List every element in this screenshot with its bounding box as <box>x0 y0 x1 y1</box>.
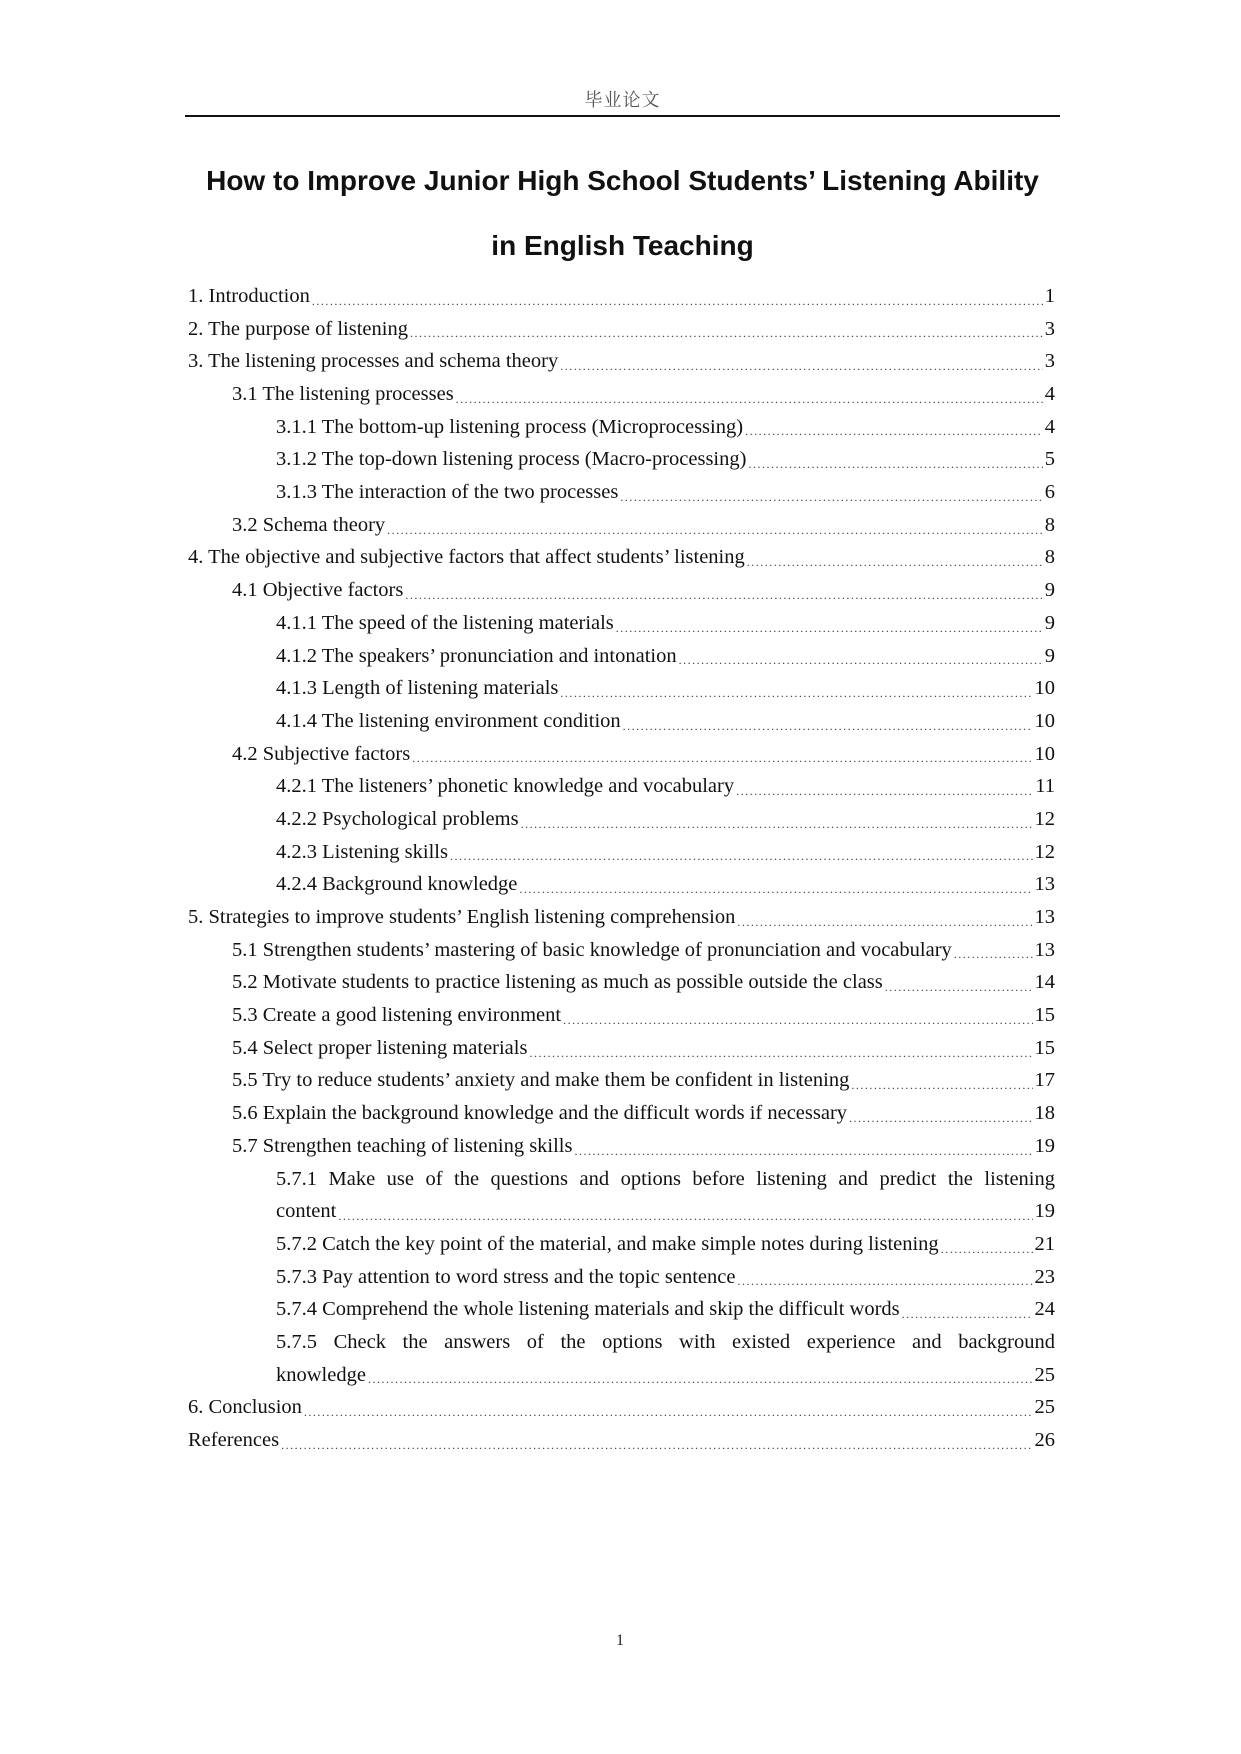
toc-entry-page: 5 <box>1044 448 1055 471</box>
toc-entry-title: 2. The purpose of listening <box>188 317 408 340</box>
toc-entry-title: knowledge <box>276 1363 366 1386</box>
toc-dot-leader <box>529 1041 1032 1065</box>
toc-entry[interactable] <box>188 966 1055 999</box>
toc-dot-leader <box>456 387 1043 411</box>
toc-entry-page: 21 <box>1034 1232 1055 1255</box>
toc-entry-title: 3. The listening processes and schema theory <box>188 350 559 373</box>
toc-entry-page: 19 <box>1034 1134 1055 1157</box>
toc-entry-title: 4.2.2 Psychological problems <box>276 807 519 830</box>
toc-entry-page: 23 <box>1034 1265 1055 1288</box>
toc-dot-leader <box>748 452 1042 476</box>
toc-dot-leader <box>281 1433 1032 1457</box>
toc-entry-title: 4.1.3 Length of listening materials <box>276 677 559 700</box>
toc-entry-page: 8 <box>1044 513 1055 536</box>
toc-entry[interactable] <box>188 1032 1055 1065</box>
toc-entry-title: 5.7.4 Comprehend the whole listening materials and skip the difficult words <box>276 1298 900 1321</box>
toc-entry[interactable] <box>188 640 1055 673</box>
toc-entry-wrapped[interactable] <box>188 1163 1055 1228</box>
toc-wrapped-entry <box>188 1163 1055 1228</box>
toc-entry[interactable] <box>188 738 1055 771</box>
toc-entry-page: 10 <box>1034 709 1055 732</box>
toc-entry-page: 12 <box>1034 807 1055 830</box>
toc-dot-leader <box>851 1073 1032 1097</box>
toc-entry-title: 4. The objective and subjective factors that affect students’ listening <box>188 546 745 569</box>
toc-entry-title: 4.1.2 The speakers’ pronunciation and intonation <box>276 644 677 667</box>
toc-dot-leader <box>679 648 1043 672</box>
toc-entry-title: 5.6 Explain the background knowledge and the difficult words if necessary <box>232 1102 848 1125</box>
toc-entry[interactable] <box>188 934 1055 967</box>
toc-entry[interactable] <box>188 411 1055 444</box>
toc-entry-page: 6 <box>1044 481 1055 504</box>
toc-entry-page: 9 <box>1044 644 1055 667</box>
toc-entry-page: 12 <box>1034 840 1055 863</box>
toc-entry-title: 4.2 Subjective factors <box>232 742 411 765</box>
toc-entry-page: 11 <box>1035 775 1055 798</box>
toc-entry[interactable] <box>188 1097 1055 1130</box>
toc-entry-page: 13 <box>1034 906 1055 929</box>
toc-entry[interactable] <box>188 1391 1055 1424</box>
toc-entry[interactable] <box>188 770 1055 803</box>
toc-entry[interactable] <box>188 1130 1055 1163</box>
toc-entry-title: 4.2.3 Listening skills <box>276 840 448 863</box>
toc-entry-title-line-1: 5.7.1 Make use of the questions and options before listening and predict the listening <box>276 1167 1055 1190</box>
toc-entry[interactable] <box>188 1293 1055 1326</box>
toc-entry[interactable] <box>188 705 1055 738</box>
toc-entry[interactable] <box>188 1424 1055 1457</box>
toc-dot-leader <box>574 1139 1032 1163</box>
toc-dot-leader <box>560 681 1032 705</box>
toc-entry[interactable] <box>188 901 1055 934</box>
toc-dot-leader <box>954 942 1033 966</box>
toc-entry[interactable] <box>188 803 1055 836</box>
toc-entries-after <box>188 1228 1055 1326</box>
toc-entry-page: 25 <box>1034 1396 1055 1419</box>
toc-entry[interactable] <box>188 1065 1055 1098</box>
toc-dot-leader <box>563 1008 1032 1032</box>
document-title-line-1: How to Improve Junior High School Students’ Listening Ability <box>206 165 1039 196</box>
toc-entry[interactable] <box>188 607 1055 640</box>
toc-entry-title: 6. Conclusion <box>188 1396 302 1419</box>
toc-entry-title: 5.7 Strengthen teaching of listening skills <box>232 1134 573 1157</box>
toc-entry-continuation <box>276 1195 1055 1228</box>
toc-dot-leader <box>885 975 1033 999</box>
toc-entry-page: 24 <box>1034 1298 1055 1321</box>
toc-entry-title: 3.1.1 The bottom-up listening process (Microprocessing) <box>276 415 744 438</box>
toc-entry-page: 3 <box>1044 350 1055 373</box>
toc-dot-leader <box>521 812 1033 836</box>
toc-dot-leader <box>304 1400 1033 1424</box>
toc-entry-page: 13 <box>1034 873 1055 896</box>
toc-entry-page: 19 <box>1034 1200 1055 1223</box>
toc-entry-title: 4.1 Objective factors <box>232 579 404 602</box>
toc-dot-leader <box>616 616 1043 640</box>
toc-entry-page: 15 <box>1034 1004 1055 1027</box>
toc-dot-leader <box>519 877 1032 901</box>
toc-dot-leader <box>338 1204 1032 1228</box>
toc-entry-title: 3.1.2 The top-down listening process (Macro-processing) <box>276 448 747 471</box>
toc-entry-title: 5.7.3 Pay attention to word stress and the topic sentence <box>276 1265 736 1288</box>
toc-entry-page: 13 <box>1034 938 1055 961</box>
toc-entry-continuation <box>276 1359 1055 1392</box>
toc-entry[interactable] <box>188 868 1055 901</box>
toc-entry-title: 5.1 Strengthen students’ mastering of basic knowledge of pronunciation and vocabulary <box>232 938 952 961</box>
toc-entry[interactable] <box>188 999 1055 1032</box>
running-header: 毕业论文 <box>584 90 661 111</box>
toc-entry[interactable] <box>188 378 1055 411</box>
toc-dot-leader <box>387 518 1043 542</box>
toc-dot-leader <box>450 844 1033 868</box>
document-title-line-2: in English Teaching <box>491 230 754 261</box>
toc-entry-page: 15 <box>1034 1036 1055 1059</box>
toc-entry-page: 26 <box>1034 1429 1055 1452</box>
toc-entry-page: 10 <box>1034 742 1055 765</box>
toc-entry-title: 5.2 Motivate students to practice listening as much as possible outside the class <box>232 971 883 994</box>
toc-entry-title: 5. Strategies to improve students’ English listening comprehension <box>188 906 736 929</box>
toc-entry-title: 4.2.4 Background knowledge <box>276 873 518 896</box>
toc-entry-page: 9 <box>1044 579 1055 602</box>
toc-entry-page: 17 <box>1034 1069 1055 1092</box>
toc-main-entries <box>188 280 1055 1163</box>
toc-final-entries <box>188 1391 1055 1456</box>
toc-entry-page: 4 <box>1044 415 1055 438</box>
toc-entry[interactable] <box>188 476 1055 509</box>
toc-dot-leader <box>368 1367 1033 1391</box>
toc-entry-page: 25 <box>1034 1363 1055 1386</box>
toc-entry-title: content <box>276 1200 337 1223</box>
toc-dot-leader <box>736 779 1033 803</box>
toc-dot-leader <box>620 485 1042 509</box>
toc-entry-title: 3.1.3 The interaction of the two processes <box>276 481 619 504</box>
toc-entry[interactable] <box>188 313 1055 346</box>
page-number: 1 <box>616 1632 624 1649</box>
toc-entry-title: 5.5 Try to reduce students’ anxiety and make them be confident in listening <box>232 1069 850 1092</box>
toc-entry-title: 5.3 Create a good listening environment <box>232 1004 562 1027</box>
toc-dot-leader <box>412 746 1032 770</box>
toc-entry[interactable] <box>188 1228 1055 1261</box>
toc-dot-leader <box>737 1269 1032 1293</box>
toc-dot-leader <box>410 321 1043 345</box>
toc-entry[interactable] <box>188 672 1055 705</box>
toc-entry-title: 5.7.2 Catch the key point of the material, and make simple notes during listening <box>276 1232 939 1255</box>
toc-dot-leader <box>405 583 1042 607</box>
toc-dot-leader <box>745 419 1043 443</box>
toc-dot-leader <box>902 1302 1033 1326</box>
toc-entry-page: 4 <box>1044 383 1055 406</box>
toc-entry-title: 1. Introduction <box>188 284 310 307</box>
toc-wrapped-entry-2 <box>188 1326 1055 1391</box>
toc-dot-leader <box>747 550 1043 574</box>
toc-entry-title: 4.1.4 The listening environment condition <box>276 709 621 732</box>
toc-entry[interactable] <box>188 542 1055 575</box>
toc-entry-page: 14 <box>1034 971 1055 994</box>
toc-dot-leader <box>623 714 1033 738</box>
toc-dot-leader <box>941 1237 1033 1261</box>
toc-entry[interactable] <box>188 443 1055 476</box>
toc-entry[interactable] <box>188 509 1055 542</box>
toc-entry[interactable] <box>188 1261 1055 1294</box>
toc-entry-wrapped[interactable] <box>188 1326 1055 1391</box>
toc-entry-title: 3.2 Schema theory <box>232 513 386 536</box>
toc-dot-leader <box>849 1106 1032 1130</box>
toc-entry-title-line-1: 5.7.5 Check the answers of the options with existed experience and background <box>276 1331 1055 1353</box>
toc-dot-leader <box>737 910 1032 934</box>
toc-dot-leader <box>312 289 1043 313</box>
toc-entry-title: 5.4 Select proper listening materials <box>232 1036 528 1059</box>
toc-entry-page: 18 <box>1034 1102 1055 1125</box>
toc-entry[interactable] <box>188 574 1055 607</box>
toc-entry-page: 3 <box>1044 317 1055 340</box>
header-rule <box>185 115 1060 117</box>
toc-entry[interactable] <box>188 345 1055 378</box>
toc-entry-title: 4.2.1 The listeners’ phonetic knowledge and vocabulary <box>276 775 735 798</box>
toc-entry-page: 8 <box>1044 546 1055 569</box>
toc-entry[interactable] <box>188 836 1055 869</box>
toc-dot-leader <box>560 354 1043 378</box>
table-of-contents <box>188 280 1055 1457</box>
toc-entry-title: 4.1.1 The speed of the listening materials <box>276 611 614 634</box>
toc-entry-title: 3.1 The listening processes <box>232 383 454 406</box>
toc-entry-page: 10 <box>1034 677 1055 700</box>
toc-entry-page: 9 <box>1044 611 1055 634</box>
toc-entry-page: 1 <box>1044 284 1055 307</box>
toc-entry[interactable] <box>188 280 1055 313</box>
toc-entry-title: References <box>188 1429 280 1452</box>
